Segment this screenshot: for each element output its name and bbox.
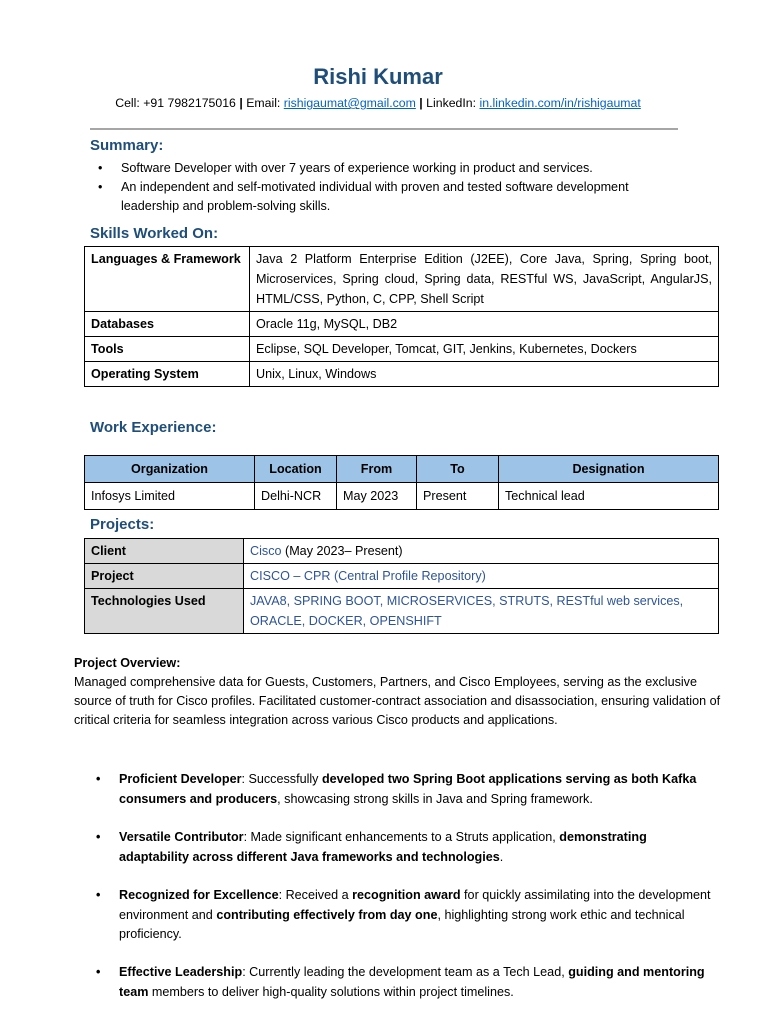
highlight-emphasis: demonstrating adaptability across different Java frameworks and technologies	[119, 830, 647, 864]
column-header: Organization	[85, 456, 255, 483]
summary-heading: Summary:	[90, 137, 164, 154]
bullet-icon: •	[96, 772, 101, 786]
highlight-item	[96, 770, 718, 809]
table-cell: May 2023	[337, 483, 417, 510]
skills-heading: Skills Worked On:	[90, 225, 219, 242]
column-header: Location	[255, 456, 337, 483]
highlight-item	[96, 886, 718, 945]
email-link[interactable]: rishigaumat@gmail.com	[283, 96, 416, 110]
table-cell: Infosys Limited	[85, 483, 255, 510]
skill-value: Eclipse, SQL Developer, Tomcat, GIT, Jenkins, Kubernetes, Dockers	[250, 337, 719, 362]
column-header: From	[337, 456, 417, 483]
table-cell: Delhi-NCR	[255, 483, 337, 510]
highlight-text: , showcasing strong skills in Java and Spring framework.	[277, 791, 593, 806]
table-row	[85, 337, 719, 362]
client-name: Cisco	[250, 544, 282, 558]
highlight-title: Recognized for Excellence	[119, 888, 279, 902]
highlight-text: : Currently leading the development team as a Tech Lead,	[242, 965, 569, 979]
skill-key: Languages & Framework	[85, 247, 250, 312]
highlight-title: Proficient Developer	[119, 772, 242, 786]
work-table	[84, 455, 719, 510]
skills-table	[84, 246, 719, 387]
contact-line	[0, 96, 756, 110]
overview-title: Project Overview:	[74, 656, 181, 670]
highlight-emphasis: developed two Spring Boot applications serving as both Kafka consumers and producers	[119, 772, 697, 806]
highlight-text: for quickly assimilating into the development environment and	[119, 888, 711, 922]
project-label: Project	[85, 564, 244, 589]
highlight-text: : Received a	[278, 888, 353, 902]
highlight-text: : Made significant enhancements to a Struts application,	[243, 830, 560, 844]
separator: |	[419, 96, 423, 110]
tech-value: JAVA8, SPRING BOOT, MICROSERVICES, STRUTS, RESTful web services, ORACLE, DOCKER, OPENSHIFT	[244, 589, 719, 634]
projects-table	[84, 538, 719, 634]
skill-value: Oracle 11g, MySQL, DB2	[250, 312, 719, 337]
skill-value: Unix, Linux, Windows	[250, 362, 719, 387]
header-divider	[90, 128, 678, 130]
table-row	[85, 483, 719, 510]
table-cell: Technical lead	[499, 483, 719, 510]
client-value	[244, 539, 719, 564]
highlight-item	[96, 828, 718, 867]
linkedin-link[interactable]: in.linkedin.com/in/rishigaumat	[479, 96, 641, 110]
table-row	[85, 312, 719, 337]
email-label: Email:	[246, 96, 281, 110]
table-row	[85, 362, 719, 387]
highlight-emphasis: contributing effectively from day one	[216, 907, 438, 922]
skill-key: Databases	[85, 312, 250, 337]
highlight-title: Effective Leadership	[119, 965, 243, 979]
highlight-item	[96, 963, 718, 1002]
bullet-icon: •	[96, 965, 101, 979]
highlight-emphasis: guiding and mentoring team	[119, 965, 705, 999]
bullet-icon: •	[96, 830, 101, 844]
summary-item: • Software Developer with over 7 years of experience working in product and services.	[96, 159, 656, 178]
highlight-text: members to deliver high-quality solutions within project timelines.	[148, 984, 514, 999]
highlight-emphasis: recognition award	[352, 888, 461, 902]
table-row	[85, 247, 719, 312]
linkedin-label: LinkedIn:	[426, 96, 477, 110]
summary-item: • An independent and self-motivated individual with proven and tested software development leadership and problem-solving skills.	[96, 178, 656, 216]
table-cell: Present	[417, 483, 499, 510]
table-row	[85, 589, 719, 634]
cell-number: +91 7982175016	[143, 96, 236, 110]
skill-key: Operating System	[85, 362, 250, 387]
tech-label: Technologies Used	[85, 589, 244, 634]
client-period: (May 2023– Present)	[285, 544, 403, 558]
project-value: CISCO – CPR (Central Profile Repository)	[244, 564, 719, 589]
work-heading: Work Experience:	[90, 419, 217, 436]
skill-value: Java 2 Platform Enterprise Edition (J2EE), Core Java, Spring, Spring boot, Microservices, Spring cloud, Spring data, RESTful WS, JavaScript, AngularJS, HTML/CSS, Python, C, CPP, Shell Script	[250, 247, 719, 312]
column-header: To	[417, 456, 499, 483]
bullet-icon: •	[96, 888, 101, 902]
table-row	[85, 564, 719, 589]
summary-list	[96, 159, 656, 216]
cell-label: Cell:	[115, 96, 140, 110]
highlight-text: : Successfully	[241, 772, 322, 786]
column-header: Designation	[499, 456, 719, 483]
candidate-name: Rishi Kumar	[313, 64, 443, 89]
separator: |	[239, 96, 243, 110]
table-header-row	[85, 456, 719, 483]
highlight-text: .	[499, 849, 504, 864]
project-overview	[74, 654, 722, 730]
skill-key: Tools	[85, 337, 250, 362]
overview-text: Managed comprehensive data for Guests, Customers, Partners, and Cisco Employees, serving as the exclusive source of truth for Cisco profiles. Facilitated customer-contract association and disassociation, ensuring validation of critical criteria for seamless integration across various Cisco products and applications.	[74, 675, 721, 727]
highlight-text: , highlighting strong work ethic and technical proficiency.	[119, 907, 685, 941]
projects-heading: Projects:	[90, 516, 155, 533]
client-label: Client	[85, 539, 244, 564]
highlight-title: Versatile Contributor	[119, 830, 244, 844]
table-row	[85, 539, 719, 564]
